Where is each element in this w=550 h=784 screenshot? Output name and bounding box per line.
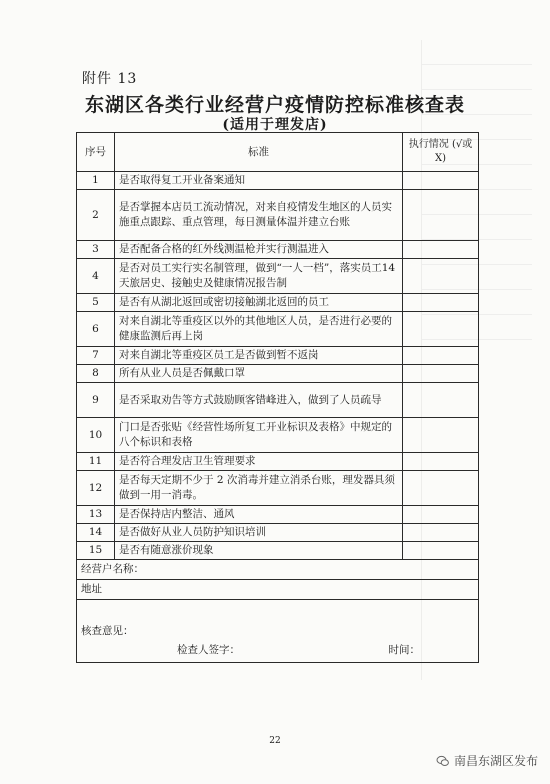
row-check-cell[interactable] xyxy=(403,347,479,365)
row-number: 15 xyxy=(77,542,115,560)
table-row xyxy=(77,347,479,365)
opinion-label: 核查意见： xyxy=(81,624,134,637)
row-standard: 是否有随意涨价现象 xyxy=(115,542,403,560)
row-standard: 是否保持店内整洁、通风 xyxy=(115,506,403,524)
address-row xyxy=(77,580,479,600)
row-standard: 对来自湖北等重疫区员工是否做到暂不返岗 xyxy=(115,347,403,365)
table-row xyxy=(77,471,479,506)
opinion-row xyxy=(77,600,479,663)
row-standard: 门口是否张贴《经营性场所复工开业标识及表格》中规定的八个标识和表格 xyxy=(115,418,403,453)
table-row xyxy=(77,506,479,524)
row-check-cell[interactable] xyxy=(403,190,479,241)
row-number: 8 xyxy=(77,365,115,383)
row-standard: 对来自湖北等重疫区以外的其他地区人员，是否进行必要的健康监测后再上岗 xyxy=(115,312,403,347)
row-standard: 所有从业人员是否佩戴口罩 xyxy=(115,365,403,383)
row-check-cell[interactable] xyxy=(403,383,479,418)
row-number: 2 xyxy=(77,190,115,241)
row-standard: 是否掌握本店员工流动情况，对来自疫情发生地区的人员实施重点跟踪、重点管理，每日测量体温并建立台账 xyxy=(115,190,403,241)
row-standard: 是否做好从业人员防护知识培训 xyxy=(115,524,403,542)
row-number: 10 xyxy=(77,418,115,453)
row-check-cell[interactable] xyxy=(403,506,479,524)
row-number: 5 xyxy=(77,294,115,312)
row-standard: 是否符合理发店卫生管理要求 xyxy=(115,453,403,471)
opinion-field[interactable] xyxy=(77,600,479,663)
table-row xyxy=(77,365,479,383)
table-row xyxy=(77,172,479,190)
header-standard: 标准 xyxy=(115,133,403,172)
row-standard: 是否每天定期不少于 2 次消毒并建立消杀台账，理发器具须做到一用一消毒。 xyxy=(115,471,403,506)
operator-row xyxy=(77,560,479,580)
attachment-label: 附件 13 xyxy=(82,71,138,87)
table-row xyxy=(77,312,479,347)
header-check: 执行情况 (√或X) xyxy=(403,133,479,172)
row-check-cell[interactable] xyxy=(403,418,479,453)
row-number: 6 xyxy=(77,312,115,347)
table-row xyxy=(77,542,479,560)
row-check-cell[interactable] xyxy=(403,471,479,506)
row-number: 4 xyxy=(77,259,115,294)
watermark xyxy=(436,752,538,769)
row-check-cell[interactable] xyxy=(403,259,479,294)
table-row xyxy=(77,418,479,453)
row-check-cell[interactable] xyxy=(403,524,479,542)
row-standard: 是否配备合格的红外线测温枪并实行测温进入 xyxy=(115,241,403,259)
document-title: 东湖区各类行业经营户疫情防控标准核查表 xyxy=(84,94,465,116)
table-row xyxy=(77,453,479,471)
operator-name-field[interactable]: 经营户名称： xyxy=(77,560,479,580)
row-standard: 是否取得复工开业备案通知 xyxy=(115,172,403,190)
watermark-text: 南昌东湖区发布 xyxy=(453,754,538,768)
table-row xyxy=(77,259,479,294)
row-check-cell[interactable] xyxy=(403,365,479,383)
row-check-cell[interactable] xyxy=(403,172,479,190)
table-row xyxy=(77,190,479,241)
table-header-row xyxy=(77,133,479,172)
header-number: 序号 xyxy=(77,133,115,172)
inspection-table xyxy=(76,132,479,663)
row-check-cell[interactable] xyxy=(403,241,479,259)
row-standard: 是否采取劝告等方式鼓励顾客错峰进入，做到了人员疏导 xyxy=(115,383,403,418)
wechat-icon xyxy=(436,754,450,768)
row-standard: 是否有从湖北返回或密切接触湖北返回的员工 xyxy=(115,294,403,312)
row-check-cell[interactable] xyxy=(403,294,479,312)
row-check-cell[interactable] xyxy=(403,453,479,471)
row-number: 12 xyxy=(77,471,115,506)
inspector-signature-label: 检查人签字： xyxy=(177,644,240,656)
row-number: 9 xyxy=(77,383,115,418)
row-check-cell[interactable] xyxy=(403,542,479,560)
table-row xyxy=(77,383,479,418)
row-number: 3 xyxy=(77,241,115,259)
page-number: 22 xyxy=(269,736,281,746)
row-number: 7 xyxy=(77,347,115,365)
row-number: 11 xyxy=(77,453,115,471)
row-number: 1 xyxy=(77,172,115,190)
address-field[interactable]: 地址 xyxy=(77,580,479,600)
table-row xyxy=(77,294,479,312)
row-number: 13 xyxy=(77,506,115,524)
row-check-cell[interactable] xyxy=(403,312,479,347)
document-subtitle: (适用于理发店) xyxy=(222,117,328,133)
row-number: 14 xyxy=(77,524,115,542)
table-row xyxy=(77,524,479,542)
time-label: 时间： xyxy=(388,644,420,656)
table-row xyxy=(77,241,479,259)
row-standard: 是否对员工实行实名制管理，做到“一人一档”，落实员工14天旅居史、接触史及健康情况报告制 xyxy=(115,259,403,294)
